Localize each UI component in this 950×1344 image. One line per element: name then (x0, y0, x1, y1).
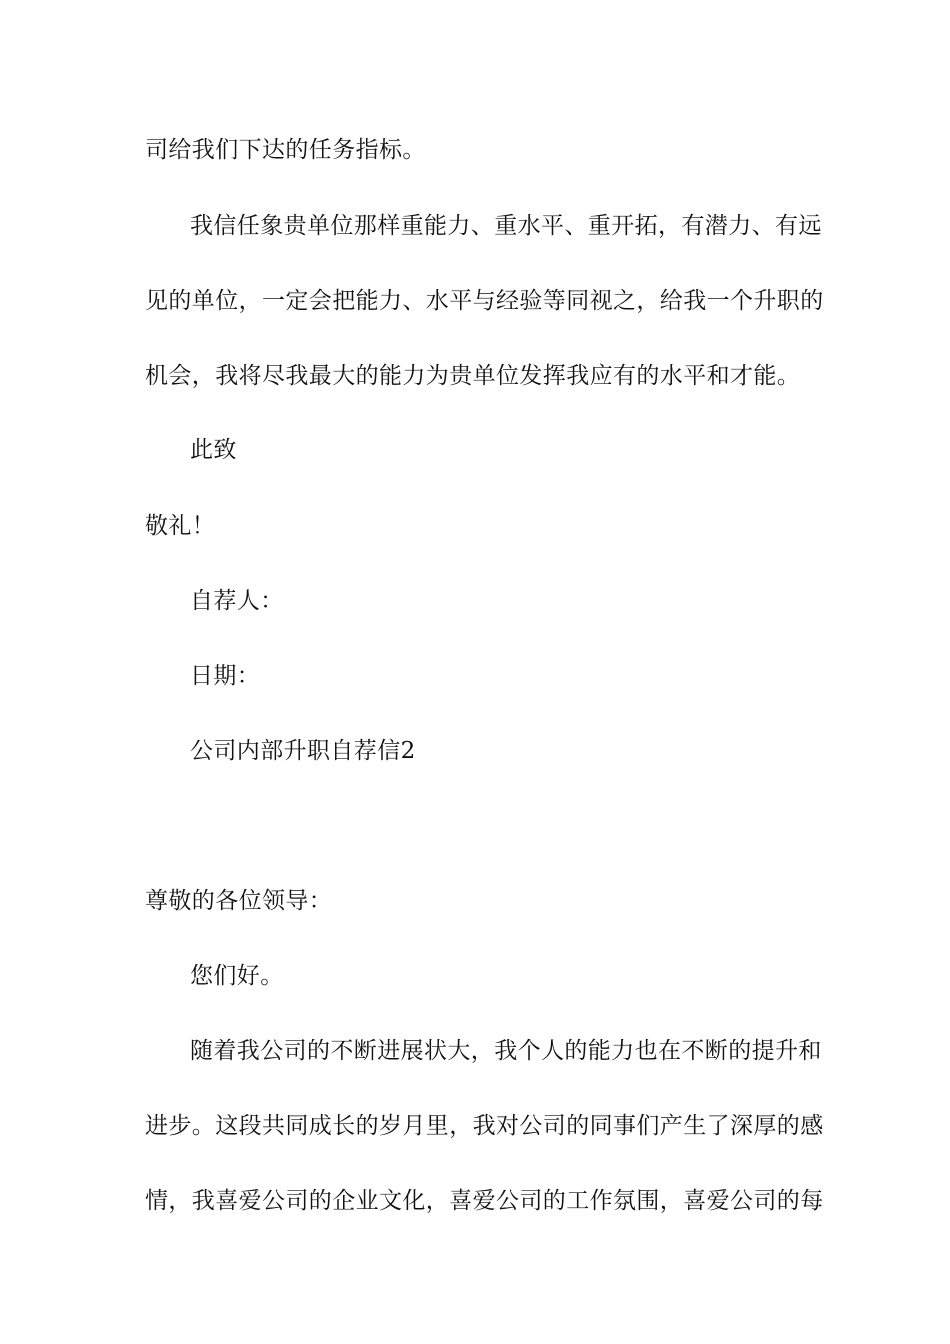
paragraph-line: 情，我喜爱公司的企业文化，喜爱公司的工作氛围，喜爱公司的每 (145, 1188, 824, 1214)
date-label: 日期： (190, 663, 261, 689)
greeting-line: 您们好。 (190, 963, 284, 989)
greeting: 尊敬的各位领导： (145, 888, 333, 914)
paragraph-line: 随着我公司的不断进展状大，我个人的能力也在不断的提升和 (190, 1038, 822, 1064)
closing-salutation: 此致 (190, 437, 237, 463)
paragraph-line: 见的单位，一定会把能力、水平与经验等同视之，给我一个升职的 (145, 288, 824, 314)
paragraph-line: 我信任象贵单位那样重能力、重水平、重开拓，有潜力、有远 (190, 213, 822, 239)
signature-label: 自荐人： (190, 588, 284, 614)
closing-regards: 敬礼！ (145, 513, 216, 539)
paragraph-line: 司给我们下达的任务指标。 (145, 137, 426, 163)
paragraph-line: 进步。这段共同成长的岁月里，我对公司的同事们产生了深厚的感 (145, 1113, 824, 1139)
paragraph-line: 机会，我将尽我最大的能力为贵单位发挥我应有的水平和才能。 (145, 363, 801, 389)
section-title: 公司内部升职自荐信2 (190, 738, 416, 764)
